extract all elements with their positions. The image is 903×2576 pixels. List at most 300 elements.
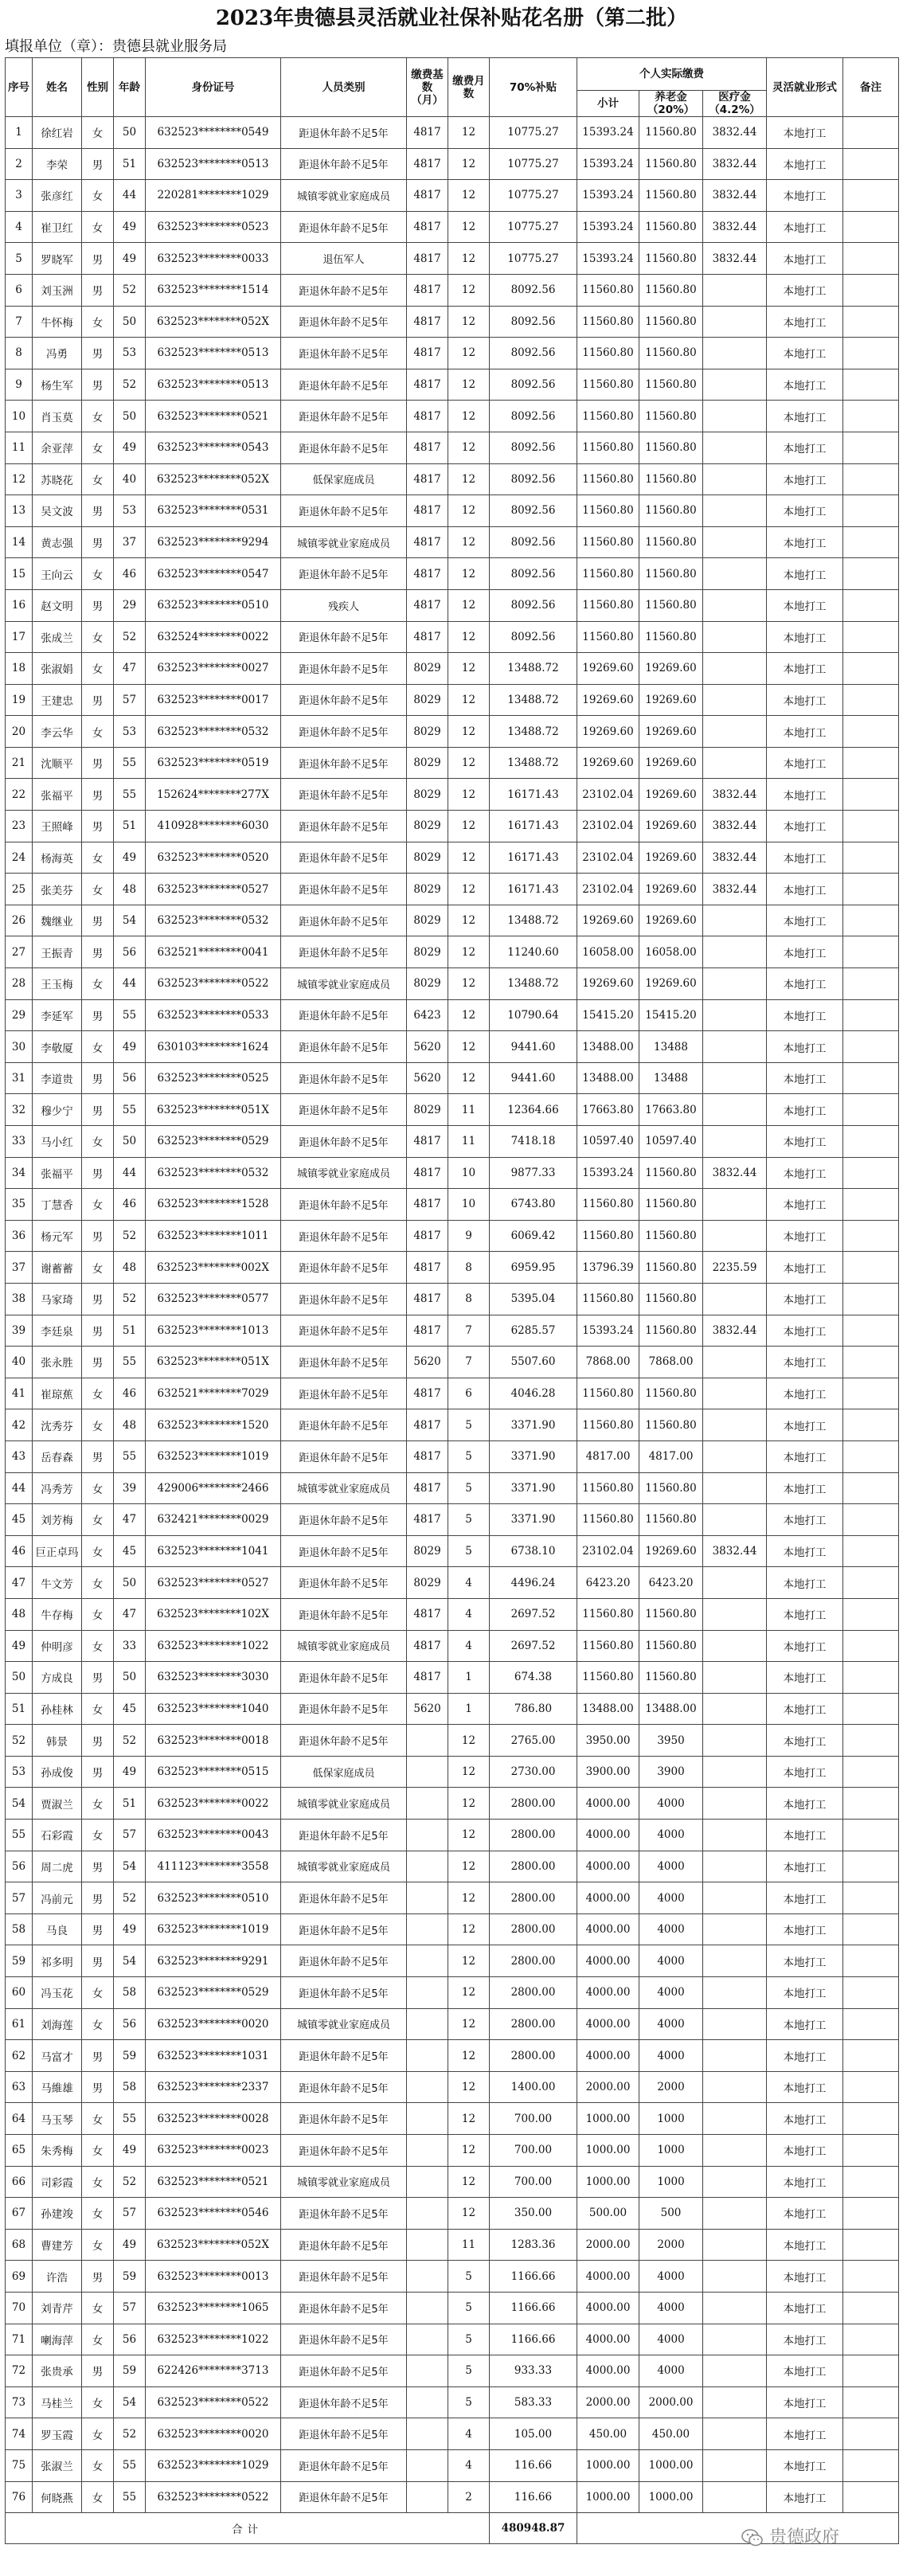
table-row bbox=[6, 369, 899, 401]
cell-age: 52 bbox=[114, 369, 146, 401]
cell-subtotal: 13488.00 bbox=[577, 1062, 639, 1094]
cell-name: 吴文波 bbox=[33, 495, 82, 527]
cell-id-number: 632523********1041 bbox=[146, 1535, 281, 1567]
cell-note bbox=[843, 274, 899, 306]
cell-base: 4817 bbox=[407, 1157, 448, 1189]
cell-category: 距退休年龄不足5年 bbox=[281, 211, 407, 243]
cell-category: 距退休年龄不足5年 bbox=[281, 432, 407, 463]
cell-seq: 30 bbox=[6, 1031, 33, 1063]
cell-base bbox=[407, 2292, 448, 2324]
cell-subsidy: 13488.72 bbox=[490, 716, 577, 748]
cell-category: 退伍军人 bbox=[281, 243, 407, 275]
cell-medical bbox=[703, 1062, 767, 1094]
cell-note bbox=[843, 811, 899, 842]
table-row bbox=[6, 936, 899, 968]
cell-base: 8029 bbox=[407, 779, 448, 811]
table-row bbox=[6, 621, 899, 653]
table-row bbox=[6, 2198, 899, 2230]
cell-age: 49 bbox=[114, 1756, 146, 1788]
cell-medical bbox=[703, 463, 767, 495]
cell-subsidy: 2800.00 bbox=[490, 1851, 577, 1882]
cell-seq: 21 bbox=[6, 747, 33, 779]
cell-category: 距退休年龄不足5年 bbox=[281, 2355, 407, 2387]
cell-name: 马富才 bbox=[33, 2040, 82, 2072]
cell-gender: 男 bbox=[82, 936, 114, 968]
cell-months: 12 bbox=[448, 117, 490, 149]
cell-category: 距退休年龄不足5年 bbox=[281, 1440, 407, 1472]
cell-medical bbox=[703, 2418, 767, 2450]
cell-form: 本地打工 bbox=[767, 1504, 843, 1536]
cell-base bbox=[407, 2449, 448, 2481]
cell-base bbox=[407, 1756, 448, 1788]
cell-category: 距退休年龄不足5年 bbox=[281, 621, 407, 653]
cell-subtotal: 4000.00 bbox=[577, 1788, 639, 1820]
cell-months: 4 bbox=[448, 2418, 490, 2450]
cell-gender: 男 bbox=[82, 1725, 114, 1757]
table-row bbox=[6, 2418, 899, 2450]
cell-seq: 27 bbox=[6, 936, 33, 968]
cell-id-number: 632523********1022 bbox=[146, 1630, 281, 1662]
cell-months: 4 bbox=[448, 1567, 490, 1599]
cell-base bbox=[407, 2355, 448, 2387]
cell-pension: 3950 bbox=[639, 1725, 703, 1757]
cell-pension: 11560.80 bbox=[639, 526, 703, 558]
table-row bbox=[6, 1788, 899, 1820]
cell-gender: 女 bbox=[82, 2008, 114, 2040]
cell-subtotal: 11560.80 bbox=[577, 1220, 639, 1252]
table-row bbox=[6, 211, 899, 243]
cell-seq: 3 bbox=[6, 180, 33, 212]
table-row bbox=[6, 1094, 899, 1126]
table-row bbox=[6, 747, 899, 779]
cell-seq: 63 bbox=[6, 2071, 33, 2103]
cell-name: 张贵承 bbox=[33, 2355, 82, 2387]
cell-pension: 4000 bbox=[639, 2261, 703, 2293]
cell-note bbox=[843, 401, 899, 432]
cell-category: 低保家庭成员 bbox=[281, 463, 407, 495]
cell-subtotal: 11560.80 bbox=[577, 526, 639, 558]
cell-medical: 3832.44 bbox=[703, 180, 767, 212]
cell-base bbox=[407, 1882, 448, 1914]
cell-age: 53 bbox=[114, 495, 146, 527]
cell-seq: 14 bbox=[6, 526, 33, 558]
cell-gender: 男 bbox=[82, 779, 114, 811]
cell-subsidy: 8092.56 bbox=[490, 401, 577, 432]
cell-subtotal: 4000.00 bbox=[577, 2040, 639, 2072]
cell-age: 57 bbox=[114, 2198, 146, 2230]
table-row bbox=[6, 1378, 899, 1409]
cell-pension: 11560.80 bbox=[639, 1189, 703, 1221]
cell-note bbox=[843, 117, 899, 149]
cell-form: 本地打工 bbox=[767, 842, 843, 874]
cell-medical bbox=[703, 653, 767, 685]
cell-name: 张美芬 bbox=[33, 874, 82, 905]
cell-category: 距退休年龄不足5年 bbox=[281, 1693, 407, 1725]
cell-subsidy: 786.80 bbox=[490, 1693, 577, 1725]
cell-months: 12 bbox=[448, 653, 490, 685]
cell-base: 8029 bbox=[407, 1567, 448, 1599]
table-row bbox=[6, 2135, 899, 2167]
cell-note bbox=[843, 1882, 899, 1914]
cell-medical: 3832.44 bbox=[703, 1315, 767, 1347]
cell-category: 距退休年龄不足5年 bbox=[281, 1567, 407, 1599]
cell-base: 4817 bbox=[407, 401, 448, 432]
cell-pension: 19269.60 bbox=[639, 968, 703, 1000]
cell-gender: 女 bbox=[82, 180, 114, 212]
cell-note bbox=[843, 1315, 899, 1347]
cell-gender: 男 bbox=[82, 1913, 114, 1945]
cell-name: 许浩 bbox=[33, 2261, 82, 2293]
cell-gender: 女 bbox=[82, 1031, 114, 1063]
cell-pension: 19269.60 bbox=[639, 811, 703, 842]
cell-subsidy: 1283.36 bbox=[490, 2229, 577, 2261]
cell-name: 牛文芳 bbox=[33, 1567, 82, 1599]
cell-subtotal: 1000.00 bbox=[577, 2135, 639, 2167]
cell-subtotal: 4000.00 bbox=[577, 2324, 639, 2355]
cell-note bbox=[843, 2292, 899, 2324]
cell-subtotal: 13488.00 bbox=[577, 1031, 639, 1063]
cell-medical: 3832.44 bbox=[703, 779, 767, 811]
cell-name: 张福平 bbox=[33, 1157, 82, 1189]
header-gender: 性别 bbox=[82, 58, 114, 117]
cell-category: 距退休年龄不足5年 bbox=[281, 2040, 407, 2072]
table-row bbox=[6, 1630, 899, 1662]
cell-form: 本地打工 bbox=[767, 1409, 843, 1441]
cell-gender: 男 bbox=[82, 1756, 114, 1788]
cell-age: 52 bbox=[114, 274, 146, 306]
cell-base: 4817 bbox=[407, 589, 448, 621]
cell-note bbox=[843, 1031, 899, 1063]
cell-id-number: 632523********1040 bbox=[146, 1693, 281, 1725]
cell-id-number: 632523********0510 bbox=[146, 589, 281, 621]
cell-subtotal: 11560.80 bbox=[577, 558, 639, 590]
cell-months: 11 bbox=[448, 1094, 490, 1126]
table-row bbox=[6, 999, 899, 1031]
cell-category: 距退休年龄不足5年 bbox=[281, 148, 407, 180]
cell-note bbox=[843, 2008, 899, 2040]
cell-medical bbox=[703, 1945, 767, 1977]
table-row bbox=[6, 1567, 899, 1599]
table-row bbox=[6, 1157, 899, 1189]
cell-note bbox=[843, 1504, 899, 1536]
cell-id-number: 632523********0529 bbox=[146, 1126, 281, 1158]
cell-name: 刘玉洲 bbox=[33, 274, 82, 306]
cell-category: 城镇零就业家庭成员 bbox=[281, 1157, 407, 1189]
cell-pension: 1000 bbox=[639, 2166, 703, 2198]
cell-gender: 女 bbox=[82, 2386, 114, 2418]
cell-base: 4817 bbox=[407, 1378, 448, 1409]
cell-form: 本地打工 bbox=[767, 2166, 843, 2198]
cell-gender: 男 bbox=[82, 2071, 114, 2103]
table-row bbox=[6, 558, 899, 590]
cell-category: 距退休年龄不足5年 bbox=[281, 1504, 407, 1536]
cell-subsidy: 13488.72 bbox=[490, 968, 577, 1000]
cell-name: 李道贵 bbox=[33, 1062, 82, 1094]
cell-seq: 43 bbox=[6, 1440, 33, 1472]
cell-category: 距退休年龄不足5年 bbox=[281, 2135, 407, 2167]
cell-form: 本地打工 bbox=[767, 2071, 843, 2103]
cell-subsidy: 2697.52 bbox=[490, 1630, 577, 1662]
cell-medical: 2235.59 bbox=[703, 1252, 767, 1284]
cell-subsidy: 2800.00 bbox=[490, 2040, 577, 2072]
cell-subtotal: 19269.60 bbox=[577, 747, 639, 779]
cell-note bbox=[843, 2040, 899, 2072]
cell-subsidy: 16171.43 bbox=[490, 811, 577, 842]
cell-gender: 男 bbox=[82, 2261, 114, 2293]
cell-name: 王照峰 bbox=[33, 811, 82, 842]
header-personal: 个人实际缴费 bbox=[577, 58, 767, 91]
cell-pension: 1000 bbox=[639, 2135, 703, 2167]
cell-months: 12 bbox=[448, 432, 490, 463]
cell-base bbox=[407, 2008, 448, 2040]
cell-seq: 26 bbox=[6, 905, 33, 936]
cell-subtotal: 11560.80 bbox=[577, 369, 639, 401]
cell-pension: 11560.80 bbox=[639, 463, 703, 495]
table-row bbox=[6, 526, 899, 558]
cell-category: 距退休年龄不足5年 bbox=[281, 1378, 407, 1409]
header-subsidy: 70%补贴 bbox=[490, 58, 577, 117]
cell-pension: 11560.80 bbox=[639, 432, 703, 463]
cell-id-number: 632523********0531 bbox=[146, 495, 281, 527]
cell-age: 52 bbox=[114, 621, 146, 653]
cell-subsidy: 933.33 bbox=[490, 2355, 577, 2387]
cell-pension: 450.00 bbox=[639, 2418, 703, 2450]
cell-name: 张淑兰 bbox=[33, 2449, 82, 2481]
cell-base: 8029 bbox=[407, 968, 448, 1000]
cell-id-number: 632523********0532 bbox=[146, 905, 281, 936]
cell-pension: 11560.80 bbox=[639, 1378, 703, 1409]
cell-medical: 3832.44 bbox=[703, 243, 767, 275]
cell-subtotal: 11560.80 bbox=[577, 432, 639, 463]
cell-form: 本地打工 bbox=[767, 1283, 843, 1315]
cell-medical bbox=[703, 2071, 767, 2103]
cell-age: 55 bbox=[114, 2481, 146, 2513]
cell-subtotal: 13488.00 bbox=[577, 1693, 639, 1725]
cell-seq: 66 bbox=[6, 2166, 33, 2198]
cell-name: 冯玉花 bbox=[33, 1977, 82, 2009]
cell-category: 距退休年龄不足5年 bbox=[281, 2324, 407, 2355]
table-row bbox=[6, 653, 899, 685]
cell-age: 39 bbox=[114, 1472, 146, 1504]
cell-months: 12 bbox=[448, 716, 490, 748]
cell-name: 马良 bbox=[33, 1913, 82, 1945]
cell-age: 50 bbox=[114, 1126, 146, 1158]
cell-base: 4817 bbox=[407, 148, 448, 180]
cell-pension: 11560.80 bbox=[639, 1252, 703, 1284]
cell-note bbox=[843, 716, 899, 748]
cell-age: 46 bbox=[114, 558, 146, 590]
cell-months: 5 bbox=[448, 2355, 490, 2387]
cell-id-number: 632523********1514 bbox=[146, 274, 281, 306]
cell-seq: 65 bbox=[6, 2135, 33, 2167]
cell-seq: 75 bbox=[6, 2449, 33, 2481]
cell-base: 5620 bbox=[407, 1062, 448, 1094]
cell-note bbox=[843, 1662, 899, 1694]
cell-subtotal: 11560.80 bbox=[577, 589, 639, 621]
cell-id-number: 632523********1031 bbox=[146, 2040, 281, 2072]
cell-id-number: 632523********0515 bbox=[146, 1756, 281, 1788]
cell-category: 距退休年龄不足5年 bbox=[281, 1977, 407, 2009]
cell-gender: 男 bbox=[82, 1882, 114, 1914]
cell-medical bbox=[703, 2008, 767, 2040]
cell-seq: 16 bbox=[6, 589, 33, 621]
cell-subsidy: 116.66 bbox=[490, 2481, 577, 2513]
cell-subsidy: 6743.80 bbox=[490, 1189, 577, 1221]
cell-months: 12 bbox=[448, 306, 490, 338]
cell-subtotal: 23102.04 bbox=[577, 874, 639, 905]
cell-category: 距退休年龄不足5年 bbox=[281, 2103, 407, 2135]
cell-subtotal: 4000.00 bbox=[577, 1977, 639, 2009]
cell-subtotal: 4000.00 bbox=[577, 1820, 639, 1851]
cell-subsidy: 1400.00 bbox=[490, 2071, 577, 2103]
cell-medical bbox=[703, 1031, 767, 1063]
cell-form: 本地打工 bbox=[767, 401, 843, 432]
cell-form: 本地打工 bbox=[767, 1315, 843, 1347]
cell-name: 黄志强 bbox=[33, 526, 82, 558]
cell-note bbox=[843, 2229, 899, 2261]
cell-form: 本地打工 bbox=[767, 936, 843, 968]
cell-gender: 男 bbox=[82, 1315, 114, 1347]
cell-base bbox=[407, 1725, 448, 1757]
table-row bbox=[6, 874, 899, 905]
cell-age: 55 bbox=[114, 1440, 146, 1472]
cell-form: 本地打工 bbox=[767, 653, 843, 685]
cell-name: 张永胜 bbox=[33, 1347, 82, 1378]
cell-seq: 47 bbox=[6, 1567, 33, 1599]
cell-subtotal: 4000.00 bbox=[577, 2292, 639, 2324]
cell-name: 杨元军 bbox=[33, 1220, 82, 1252]
cell-base bbox=[407, 2103, 448, 2135]
cell-category: 距退休年龄不足5年 bbox=[281, 2071, 407, 2103]
cell-base: 8029 bbox=[407, 874, 448, 905]
cell-base: 4817 bbox=[407, 211, 448, 243]
cell-subtotal: 4000.00 bbox=[577, 1882, 639, 1914]
cell-id-number: 632523********0525 bbox=[146, 1062, 281, 1094]
cell-seq: 24 bbox=[6, 842, 33, 874]
cell-seq: 17 bbox=[6, 621, 33, 653]
cell-id-number: 632523********0529 bbox=[146, 1977, 281, 2009]
cell-base: 8029 bbox=[407, 747, 448, 779]
cell-form: 本地打工 bbox=[767, 211, 843, 243]
cell-medical bbox=[703, 1504, 767, 1536]
table-row bbox=[6, 2261, 899, 2293]
cell-name: 王玉梅 bbox=[33, 968, 82, 1000]
cell-note bbox=[843, 306, 899, 338]
cell-gender: 男 bbox=[82, 1945, 114, 1977]
cell-subtotal: 11560.80 bbox=[577, 621, 639, 653]
table-row bbox=[6, 2103, 899, 2135]
cell-note bbox=[843, 180, 899, 212]
cell-age: 49 bbox=[114, 2229, 146, 2261]
cell-seq: 76 bbox=[6, 2481, 33, 2513]
cell-subtotal: 19269.60 bbox=[577, 653, 639, 685]
cell-medical bbox=[703, 1094, 767, 1126]
cell-seq: 19 bbox=[6, 684, 33, 716]
cell-subsidy: 1166.66 bbox=[490, 2292, 577, 2324]
cell-note bbox=[843, 1725, 899, 1757]
cell-gender: 男 bbox=[82, 2355, 114, 2387]
table-row bbox=[6, 1189, 899, 1221]
cell-form: 本地打工 bbox=[767, 558, 843, 590]
cell-seq: 13 bbox=[6, 495, 33, 527]
cell-age: 54 bbox=[114, 2386, 146, 2418]
cell-medical bbox=[703, 1126, 767, 1158]
cell-medical bbox=[703, 1756, 767, 1788]
cell-base: 4817 bbox=[407, 463, 448, 495]
cell-id-number: 632521********0041 bbox=[146, 936, 281, 968]
cell-id-number: 632523********0043 bbox=[146, 1820, 281, 1851]
cell-subsidy: 6738.10 bbox=[490, 1535, 577, 1567]
cell-name: 李廷泉 bbox=[33, 1315, 82, 1347]
cell-pension: 15415.20 bbox=[639, 999, 703, 1031]
cell-category: 距退休年龄不足5年 bbox=[281, 1315, 407, 1347]
cell-name: 崔琼蕉 bbox=[33, 1378, 82, 1409]
cell-id-number: 632523********1029 bbox=[146, 2449, 281, 2481]
cell-age: 55 bbox=[114, 1094, 146, 1126]
cell-age: 44 bbox=[114, 1157, 146, 1189]
cell-form: 本地打工 bbox=[767, 2355, 843, 2387]
cell-medical bbox=[703, 1409, 767, 1441]
table-row bbox=[6, 1252, 899, 1284]
cell-age: 53 bbox=[114, 338, 146, 369]
cell-seq: 72 bbox=[6, 2355, 33, 2387]
cell-form: 本地打工 bbox=[767, 1472, 843, 1504]
cell-subsidy: 9877.33 bbox=[490, 1157, 577, 1189]
cell-form: 本地打工 bbox=[767, 148, 843, 180]
cell-pension: 11560.80 bbox=[639, 306, 703, 338]
cell-gender: 女 bbox=[82, 1504, 114, 1536]
cell-gender: 女 bbox=[82, 1693, 114, 1725]
table-row bbox=[6, 1126, 899, 1158]
cell-months: 12 bbox=[448, 274, 490, 306]
cell-base: 4817 bbox=[407, 1662, 448, 1694]
cell-months: 10 bbox=[448, 1189, 490, 1221]
cell-medical bbox=[703, 2135, 767, 2167]
cell-category: 距退休年龄不足5年 bbox=[281, 2418, 407, 2450]
cell-age: 54 bbox=[114, 905, 146, 936]
cell-gender: 男 bbox=[82, 243, 114, 275]
cell-base: 4817 bbox=[407, 526, 448, 558]
cell-base bbox=[407, 2166, 448, 2198]
cell-category: 距退休年龄不足5年 bbox=[281, 1094, 407, 1126]
cell-form: 本地打工 bbox=[767, 1378, 843, 1409]
cell-subtotal: 2000.00 bbox=[577, 2071, 639, 2103]
cell-note bbox=[843, 1756, 899, 1788]
cell-category: 距退休年龄不足5年 bbox=[281, 117, 407, 149]
cell-form: 本地打工 bbox=[767, 2103, 843, 2135]
cell-gender: 女 bbox=[82, 2135, 114, 2167]
cell-medical bbox=[703, 1472, 767, 1504]
cell-pension: 2000 bbox=[639, 2071, 703, 2103]
table-row bbox=[6, 2071, 899, 2103]
cell-category: 距退休年龄不足5年 bbox=[281, 1820, 407, 1851]
cell-pension: 19269.60 bbox=[639, 653, 703, 685]
cell-category: 距退休年龄不足5年 bbox=[281, 999, 407, 1031]
cell-subsidy: 16171.43 bbox=[490, 842, 577, 874]
cell-id-number: 632523********0533 bbox=[146, 999, 281, 1031]
cell-form: 本地打工 bbox=[767, 2008, 843, 2040]
cell-category: 城镇零就业家庭成员 bbox=[281, 1788, 407, 1820]
cell-name: 王向云 bbox=[33, 558, 82, 590]
cell-age: 51 bbox=[114, 1315, 146, 1347]
cell-base: 8029 bbox=[407, 716, 448, 748]
cell-subtotal: 6423.20 bbox=[577, 1567, 639, 1599]
cell-subsidy: 4046.28 bbox=[490, 1378, 577, 1409]
cell-note bbox=[843, 463, 899, 495]
cell-months: 12 bbox=[448, 1913, 490, 1945]
table-row bbox=[6, 1409, 899, 1441]
cell-category: 距退休年龄不足5年 bbox=[281, 716, 407, 748]
